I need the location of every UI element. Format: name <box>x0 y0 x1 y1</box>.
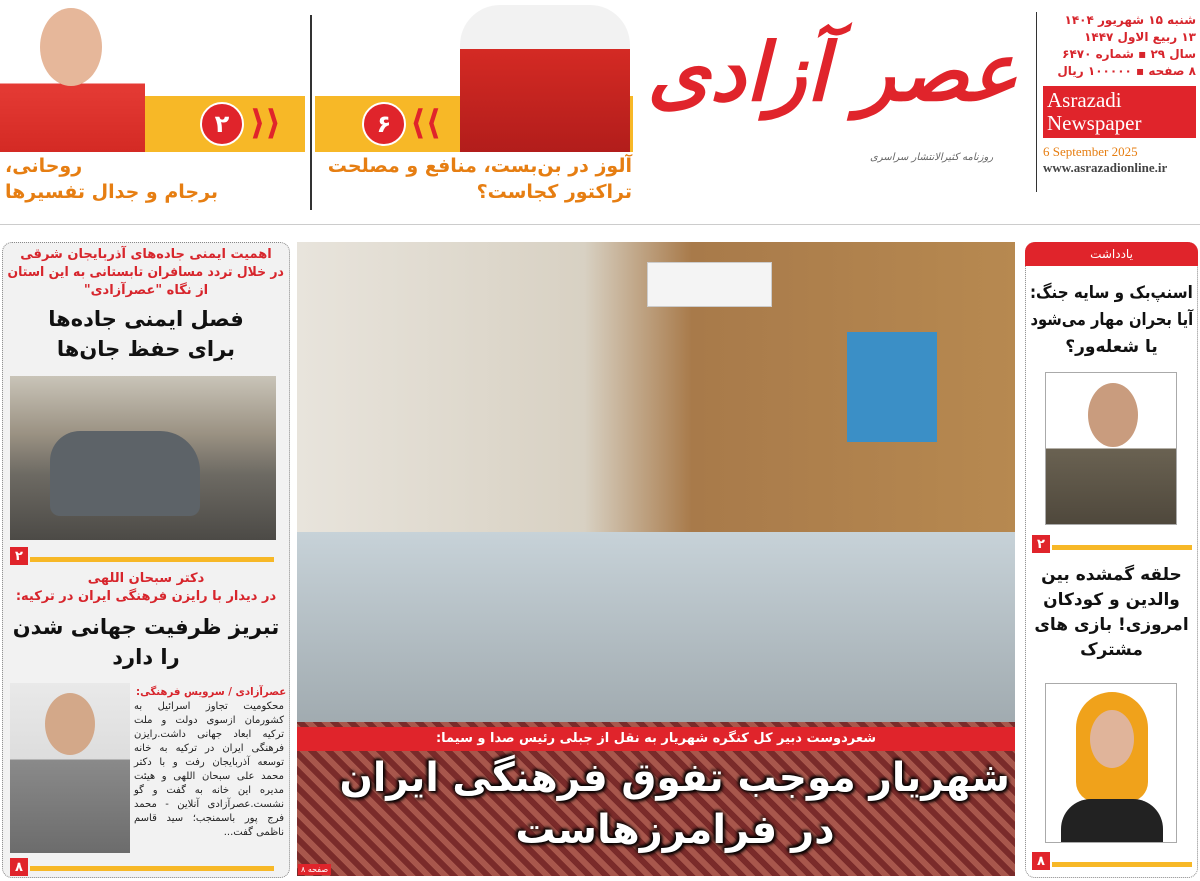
kicker <box>8 570 284 588</box>
text-run: تبریز ظرفیت جهانی شدن <box>12 615 280 639</box>
chevron-icon: ⟨⟨ <box>250 103 282 143</box>
headline <box>1030 307 1193 334</box>
headline <box>8 612 284 642</box>
page-ref: صفحه ۸ <box>298 864 331 875</box>
page-badge: ۶ <box>362 102 406 146</box>
ac-unit <box>647 262 772 307</box>
text-run: در فرامرزهاست <box>515 807 835 853</box>
author-photo <box>0 0 145 152</box>
columnist-photo <box>1045 372 1177 525</box>
english-name-box <box>1043 86 1196 138</box>
wrecked-car <box>50 431 200 516</box>
text-run: از نگاه "عصرآزادی" <box>83 283 209 298</box>
byline <box>134 685 287 700</box>
teaser-headline-line2 <box>5 179 305 205</box>
page-number: ۲ <box>1032 535 1050 553</box>
text-run: ۸ صفحه ▪ ۱۰۰۰۰۰ ریال <box>1057 64 1196 78</box>
headline <box>1030 588 1193 613</box>
english-name-line1: Asrazadi <box>1047 88 1122 112</box>
teaser-headline-line1 <box>320 153 632 179</box>
kicker <box>8 282 284 300</box>
text-run: سال ۲۹ ▪ شماره ۶۴۷۰ <box>1062 47 1196 61</box>
divider <box>1052 545 1192 550</box>
text-run: شعردوست دبیر کل کنگره شهریار به نقل از جبلی رئیس صدا و سیما: <box>435 731 877 746</box>
section-header <box>1025 242 1198 266</box>
masthead-info <box>1036 12 1196 192</box>
main-headline-line2 <box>340 804 1010 856</box>
face <box>40 8 102 86</box>
text-run: فصل ایمنی جاده‌ها <box>48 307 244 331</box>
page-number: ۸ <box>10 858 28 876</box>
text-run: والدین و کودکان <box>1043 590 1180 610</box>
text-run: شنبه ۱۵ شهریور ۱۴۰۴ <box>1064 13 1196 27</box>
story-road-safety[interactable] <box>8 246 284 364</box>
text-run: دکتر سبحان اللهی <box>87 571 205 586</box>
text-run: آلوز در بن‌بست، منافع و مصلحت <box>327 155 632 177</box>
text-run: حلقه گمشده بین <box>1041 565 1182 585</box>
teaser-headline[interactable] <box>5 153 305 205</box>
article-body: محکومیت تجاوز اسرائیل به کشورمان ازسوی دولت و ملت ترکیه ابعاد جهانی داشت.رایزن فرهنگی ایران در ترکیه به خانه توسعه آذربایجان رفت و با دکتر محمد علی سبحان اللهی و هیئت مدیره این خانه به گفت و گو نشست.عصرآزادی آنلاین - محمد فرج پور باسمنجب؛ سید قاسم ناظمی گفت... <box>134 701 284 838</box>
tagline: روزنامه کثیرالانتشار سراسری <box>870 152 994 163</box>
main-kicker-bar <box>297 727 1015 751</box>
date-fa <box>1043 12 1196 29</box>
teaser-headline[interactable] <box>320 153 632 205</box>
text-run: را دارد <box>112 645 180 669</box>
headline <box>1030 638 1193 663</box>
headline <box>1030 613 1193 638</box>
footballer-photo <box>460 5 630 152</box>
text-run: ۱۳ ربیع الاول ۱۴۴۷ <box>1084 30 1196 44</box>
page-badge: ۲ <box>200 102 244 146</box>
sobhanollahi-photo <box>10 683 130 853</box>
text-run: شهریار موجب تفوق فرهنگی ایران <box>339 755 1010 801</box>
car-crash-photo <box>10 376 276 540</box>
headline <box>1030 563 1193 588</box>
text-run: مشترک <box>1080 640 1143 660</box>
text-run: اسنپ‌بک و سایه جنگ: <box>1030 283 1193 303</box>
table <box>297 532 1015 732</box>
english-name-line2: Newspaper <box>1047 111 1142 135</box>
face <box>45 693 95 755</box>
face <box>1090 710 1134 768</box>
headline <box>1030 280 1193 307</box>
text-run: یا شعله‌ور؟ <box>1065 337 1158 357</box>
portrait-frame <box>847 332 937 442</box>
kicker <box>8 246 284 264</box>
face <box>1088 383 1138 447</box>
text-run: در دیدار با رایزن فرهنگی ایران در ترکیه: <box>15 589 277 604</box>
main-headline[interactable] <box>340 752 1010 856</box>
logo-text <box>640 5 1025 140</box>
headline <box>1030 334 1193 361</box>
price <box>1043 63 1196 80</box>
chevron-icon: ⟩⟩ <box>410 103 442 143</box>
kicker <box>8 264 284 282</box>
date-en: 6 September 2025 <box>1043 144 1138 159</box>
columnist-photo <box>1045 683 1177 843</box>
main-kicker <box>297 727 1015 751</box>
teaser-headline-line1 <box>5 153 305 179</box>
logo <box>640 0 1025 210</box>
header-rule <box>0 224 1200 225</box>
text-run: تراکتور کجاست؟ <box>476 181 632 203</box>
clothes <box>1061 799 1163 843</box>
issue-number <box>1043 46 1196 63</box>
headline <box>8 642 284 672</box>
column-story[interactable] <box>1030 563 1193 663</box>
text-run: عصرآزادی / سرویس فرهنگی: <box>136 686 287 698</box>
section-label: یادداشت <box>1090 247 1133 261</box>
kicker <box>8 588 284 606</box>
headline <box>8 304 284 334</box>
text-run: روحانی، <box>5 155 83 177</box>
text-run: امروزی! بازی های <box>1034 615 1189 635</box>
main-headline-line1 <box>340 752 1010 804</box>
date-hijri <box>1043 29 1196 46</box>
column-story[interactable] <box>1030 280 1193 361</box>
teaser-headline-line2 <box>320 179 632 205</box>
text-run: برای حفظ جان‌ها <box>56 337 236 361</box>
text-run: عصر آزادی <box>647 25 1018 119</box>
text-run: اهمیت ایمنی جاده‌های آذربایجان شرقی <box>20 247 272 262</box>
divider <box>30 557 274 562</box>
article-text <box>134 685 287 840</box>
page-number: ۸ <box>1032 852 1050 870</box>
divider <box>30 866 274 871</box>
story-tabriz[interactable] <box>8 570 284 672</box>
headline <box>8 334 284 364</box>
page-number: ۲ <box>10 547 28 565</box>
text-run: آیا بحران مهار می‌شود <box>1030 310 1193 330</box>
divider <box>1052 862 1192 867</box>
text-run: برجام و جدال تفسیرها <box>5 181 219 203</box>
text-run: در خلال تردد مسافران تابستانی به این استان <box>7 265 284 280</box>
website[interactable]: www.asrazadionline.ir <box>1043 160 1168 175</box>
column-divider <box>310 15 312 210</box>
